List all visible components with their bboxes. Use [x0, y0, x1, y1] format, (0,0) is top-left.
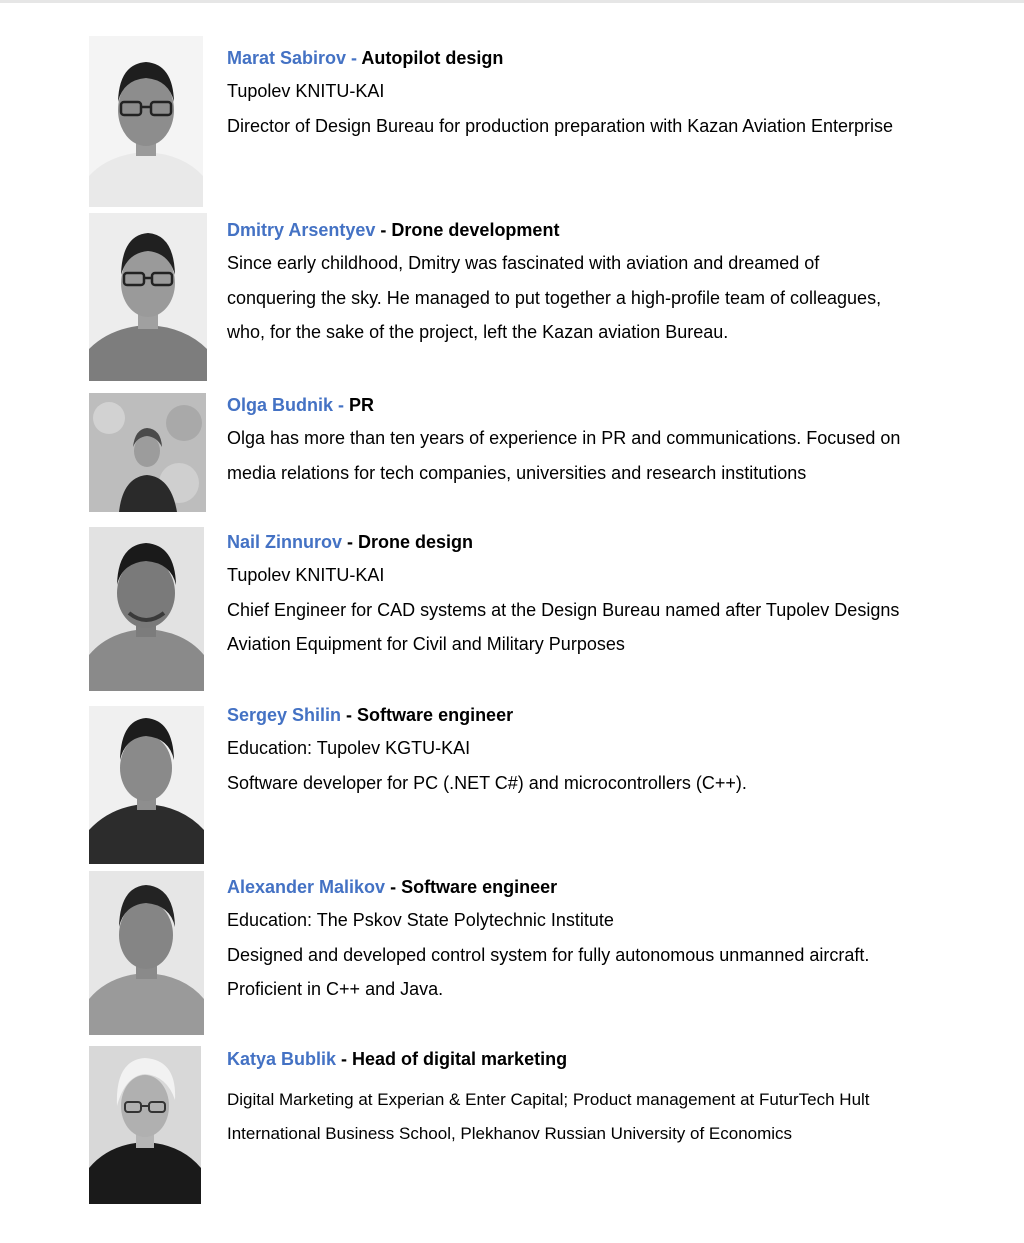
member-detail-line: Olga has more than ten years of experience in PR and communications. Focused on [227, 428, 901, 448]
member-heading [227, 393, 1017, 417]
member-detail-line: media relations for tech companies, universities and research institutions [227, 462, 807, 483]
portrait-icon [89, 1046, 201, 1204]
member-role: PR [349, 395, 375, 415]
member-detail-line: Director of Design Bureau for production preparation with Kazan Aviation Enterprise [227, 115, 894, 136]
portrait-icon [89, 706, 204, 864]
member-heading [227, 530, 1017, 554]
member-detail-line: International Business School, Plekhanov Russian University of Economics [227, 1123, 793, 1143]
member-name: Alexander Malikov [227, 877, 386, 897]
member-name: Katya Bublik [227, 1049, 337, 1069]
member-role-prefix: - [341, 705, 358, 725]
portrait-icon [89, 393, 206, 512]
member-detail-line: conquering the sky. He managed to put together a high-profile team of colleagues, [227, 287, 882, 308]
member-photo [89, 1046, 201, 1204]
member-detail-line: Tupolev KNITU-KAI [227, 81, 385, 101]
portrait-icon [89, 36, 203, 207]
portrait-icon [89, 871, 204, 1035]
member-name: Sergey Shilin [227, 705, 342, 725]
member-photo [89, 706, 204, 864]
member-photo [89, 527, 204, 691]
member-name: Olga Budnik [227, 395, 334, 415]
member-role: Drone development [391, 220, 560, 240]
member-detail-line: Designed and developed control system for fully autonomous unmanned aircraft. [227, 944, 870, 965]
member-detail-line: Education: The Pskov State Polytechnic Institute [227, 910, 614, 930]
member-photo [89, 213, 207, 381]
member-name: Nail Zinnurov [227, 532, 343, 552]
member-detail-line: who, for the sake of the project, left the Kazan aviation Bureau. [227, 322, 729, 342]
member-detail-line: Chief Engineer for CAD systems at the Design Bureau named after Tupolev Designs [227, 599, 900, 620]
member-heading [227, 703, 1017, 727]
member-role: Autopilot design [361, 48, 504, 68]
member-name: Dmitry Arsentyev [227, 220, 376, 240]
member-role-prefix: - [375, 220, 392, 240]
member-role: Software engineer [401, 877, 558, 897]
portrait-icon [89, 213, 207, 381]
member-detail-line: Digital Marketing at Experian & Enter Capital; Product management at FuturTech Hult [227, 1090, 870, 1109]
member-detail-line: Since early childhood, Dmitry was fascinated with aviation and dreamed of [227, 253, 820, 273]
member-heading [227, 218, 1017, 242]
member-photo [89, 393, 206, 512]
portrait-icon [89, 527, 204, 691]
member-detail-line: Aviation Equipment for Civil and Military Purposes [227, 634, 625, 654]
member-detail-line: Education: Tupolev KGTU-KAI [227, 738, 471, 758]
member-role-prefix: - [342, 532, 359, 552]
member-heading [227, 875, 1017, 899]
member-detail-line: Proficient in C++ and Java. [227, 979, 444, 999]
member-role: Head of digital marketing [352, 1049, 568, 1069]
member-role: Drone design [358, 532, 474, 552]
member-name: Marat Sabirov [227, 48, 347, 68]
member-heading [227, 1047, 1017, 1071]
member-role-prefix: - [336, 1049, 353, 1069]
member-photo [89, 36, 203, 207]
heading-separator: - [346, 48, 362, 68]
heading-separator: - [333, 395, 350, 415]
member-detail-line: Software developer for PC (.NET C#) and microcontrollers (C++). [227, 772, 747, 793]
member-detail-line: Tupolev KNITU-KAI [227, 565, 385, 585]
member-heading [227, 46, 1017, 70]
member-photo [89, 871, 204, 1035]
member-role: Software engineer [357, 705, 514, 725]
member-role-prefix: - [385, 877, 402, 897]
top-divider [0, 0, 1024, 3]
